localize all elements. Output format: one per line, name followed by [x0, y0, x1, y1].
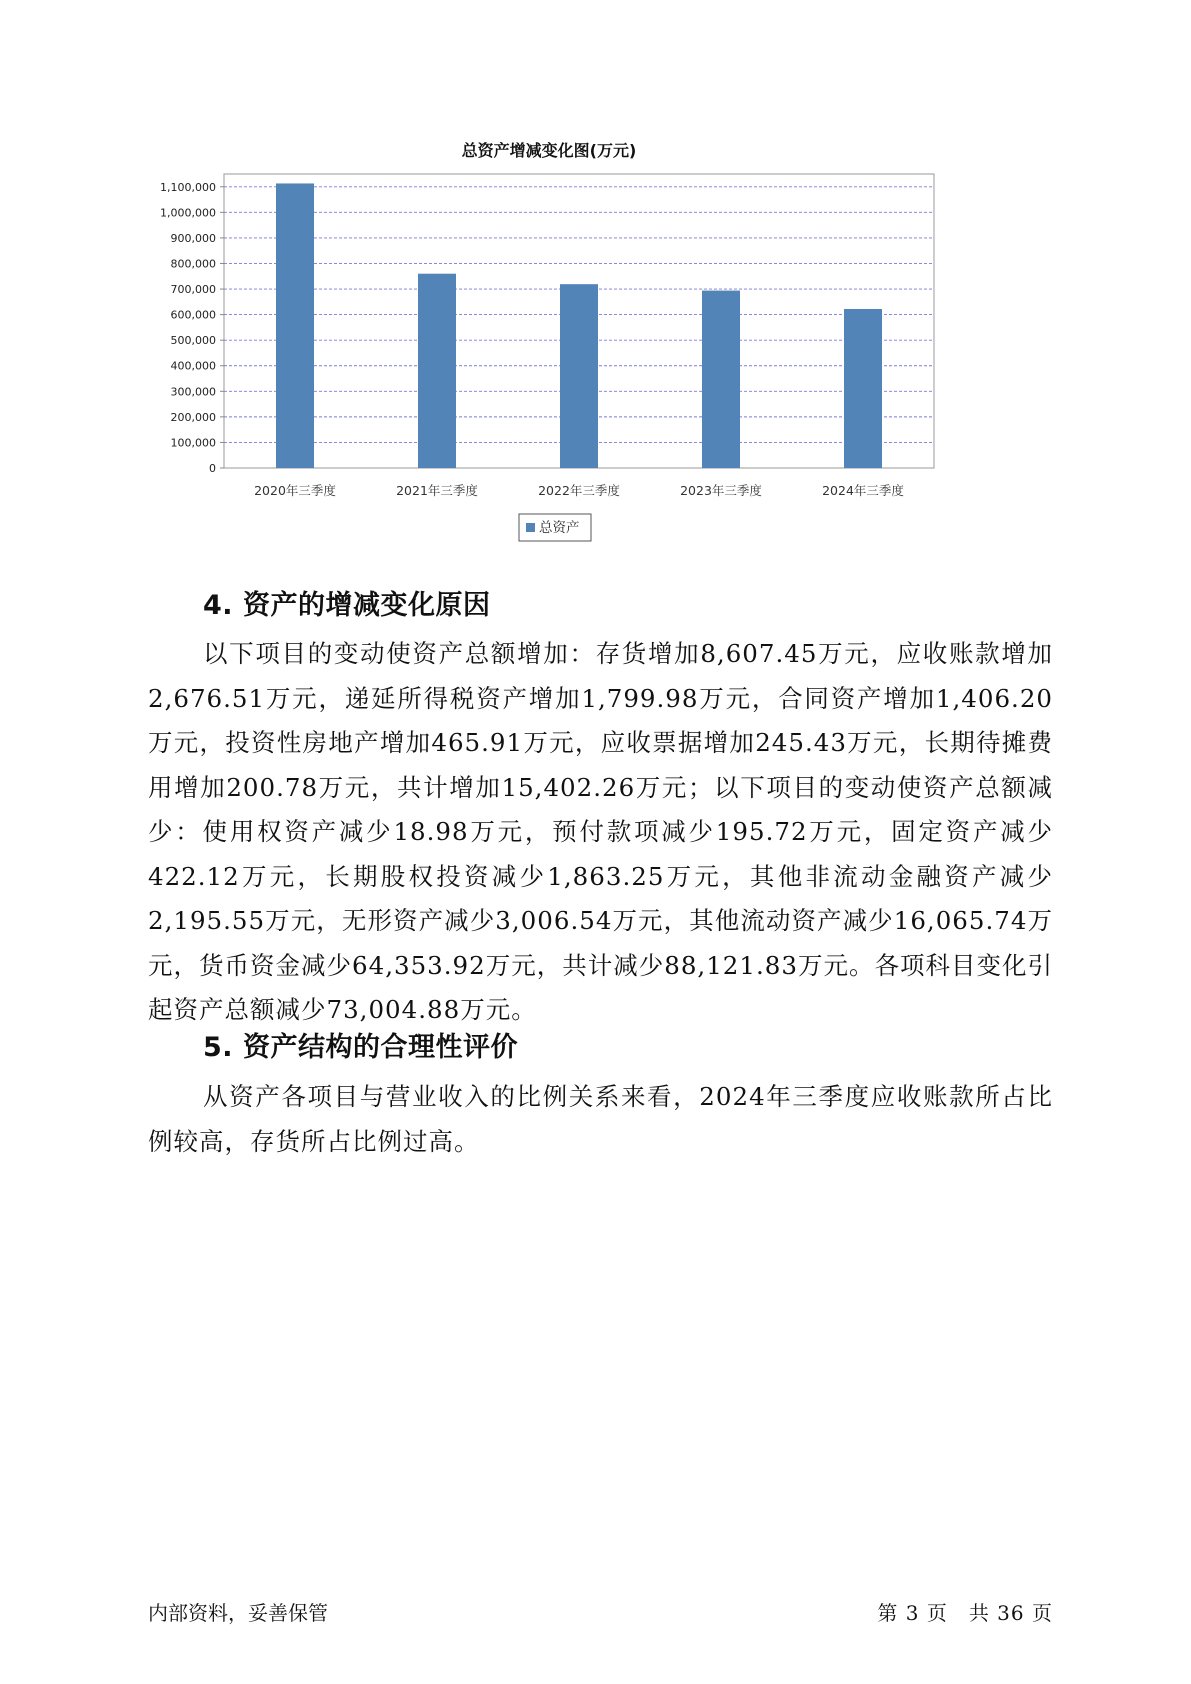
section-5-paragraph: 从资产各项目与营业收入的比例关系来看，2024年三季度应收账款所占比例较高，存货所占比例过高。 — [148, 1082, 1053, 1156]
y-tick-label: 200,000 — [170, 410, 216, 424]
section-4-paragraph: 以下项目的变动使资产总额增加：存货增加8,607.45万元，应收账款增加2,676.51万元，递延所得税资产增加1,799.98万元，合同资产增加1,406.20万元，投资性房地产增加465.91万元，应收票据增加245.43万元，长期待摊费用增加200.78万元，共计增加15,402.26万元；以下项目的变动使资产总额减少：使用权资产减少18.98万元，预付款项减少195.72万元，固定资产减少422.12万元，长期股权投资减少1,863.25万元，其他非流动金融资产减少2,195.55万元，无形资产减少3,006.54万元，其他流动资产减少16,065.74万元，货币资金减少64,353.92万元，共计减少88,121.83万元。各项科目变化引起资产总额减少73,004.88万元。 — [148, 639, 1053, 1024]
chart-svg — [150, 140, 1030, 600]
section-5-heading: 5. 资产结构的合理性评价 — [203, 1032, 518, 1063]
bar-2020年三季度 — [276, 183, 314, 468]
footer-page-number: 第 3 页 共 36 页 — [877, 1601, 1053, 1625]
bar-2022年三季度 — [560, 284, 598, 468]
y-tick-label: 900,000 — [170, 231, 216, 245]
y-tick-label: 800,000 — [170, 257, 216, 271]
y-tick-label: 300,000 — [170, 385, 216, 399]
y-tick-label: 1,100,000 — [160, 180, 216, 194]
bar-2023年三季度 — [702, 291, 740, 468]
y-tick-label: 1,000,000 — [160, 206, 216, 220]
y-tick-label: 500,000 — [170, 334, 216, 348]
bar-2021年三季度 — [418, 274, 456, 468]
y-tick-label: 700,000 — [170, 283, 216, 297]
x-tick-label: 2024年三季度 — [822, 483, 904, 498]
y-tick-label: 400,000 — [170, 359, 216, 373]
y-tick-label: 0 — [209, 462, 216, 475]
total-assets-chart — [150, 140, 1030, 600]
legend-swatch — [526, 523, 535, 532]
footer-confidential-note: 内部资料，妥善保管 — [148, 1601, 328, 1625]
x-tick-label: 2023年三季度 — [680, 483, 762, 498]
chart-title: 总资产增减变化图(万元) — [461, 141, 637, 160]
bar-2024年三季度 — [844, 309, 882, 468]
y-tick-label: 600,000 — [170, 308, 216, 322]
y-tick-label: 100,000 — [170, 436, 216, 450]
x-tick-label: 2021年三季度 — [396, 483, 478, 498]
section-4-heading: 4. 资产的增减变化原因 — [203, 590, 491, 621]
legend-label: 总资产 — [539, 520, 580, 536]
x-tick-label: 2022年三季度 — [538, 483, 620, 498]
x-tick-label: 2020年三季度 — [254, 483, 336, 498]
